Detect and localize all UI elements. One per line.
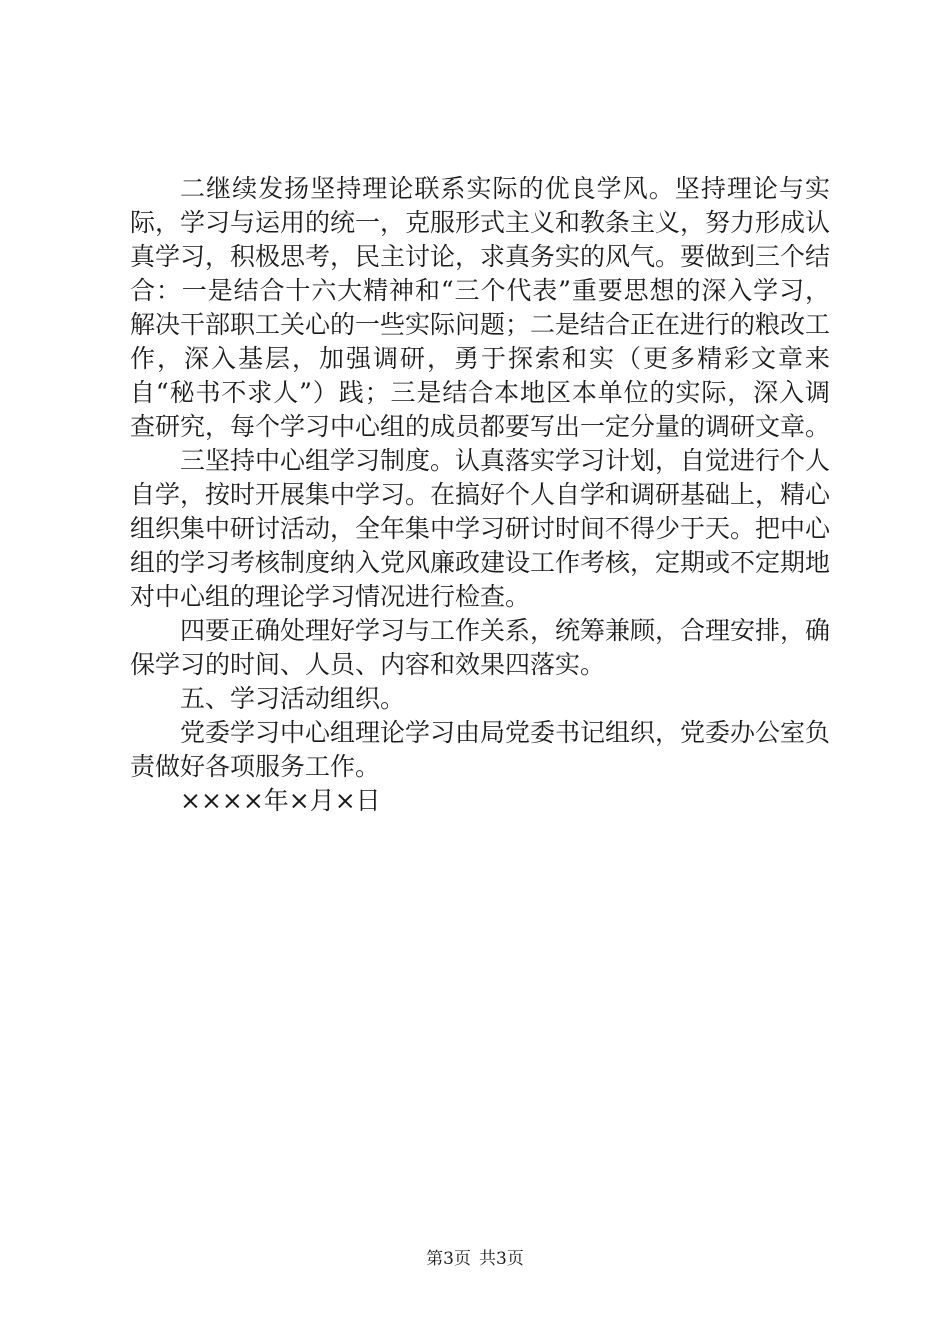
paragraph-study-style: 二继续发扬坚持理论联系实际的优良学风。坚持理论与实际，学习与运用的统一，克服形式主义和教条主义，努力形成认真学习，积极思考，民主讨论，求真务实的风气。要做到三个结合：一是结合十六大精神和“三个代表”重要思想的深入学习，解决干部职工关心的一些实际问题；二是结合正在进行的粮改工作，深入基层，加强调研，勇于探索和实（更多精彩文章来自“秘书不求人”）践；三是结合本地区本单位的实际，深入调查研究，每个学习中心组的成员都要写出一定分量的调研文章。 [130,174,831,441]
section-heading-organization: 五、学习活动组织。 [180,684,406,713]
document-date: ××××年×月×日 [180,786,381,815]
paragraph-study-system: 三坚持中心组学习制度。认真落实学习计划，自觉进行个人自学，按时开展集中学习。在搞好个人自学和调研基础上，精心组织集中研讨活动，全年集中学习研讨时间不得少于天。把中心组的学习考核制度纳入党风廉政建设工作考核，定期或不定期地对中心组的理论学习情况进行检查。 [130,446,831,611]
paragraph-work-balance: 四要正确处理好学习与工作关系，统筹兼顾，合理安排，确保学习的时间、人员、内容和效果四落实。 [130,616,831,679]
document-body [130,172,830,818]
paragraph-organization: 党委学习中心组理论学习由局党委书记组织，党委办公室负责做好各项服务工作。 [130,718,831,781]
page-footer [0,1244,950,1269]
page-number-total: 共3页 [479,1249,524,1269]
page-number-current: 第3页 [426,1249,471,1269]
